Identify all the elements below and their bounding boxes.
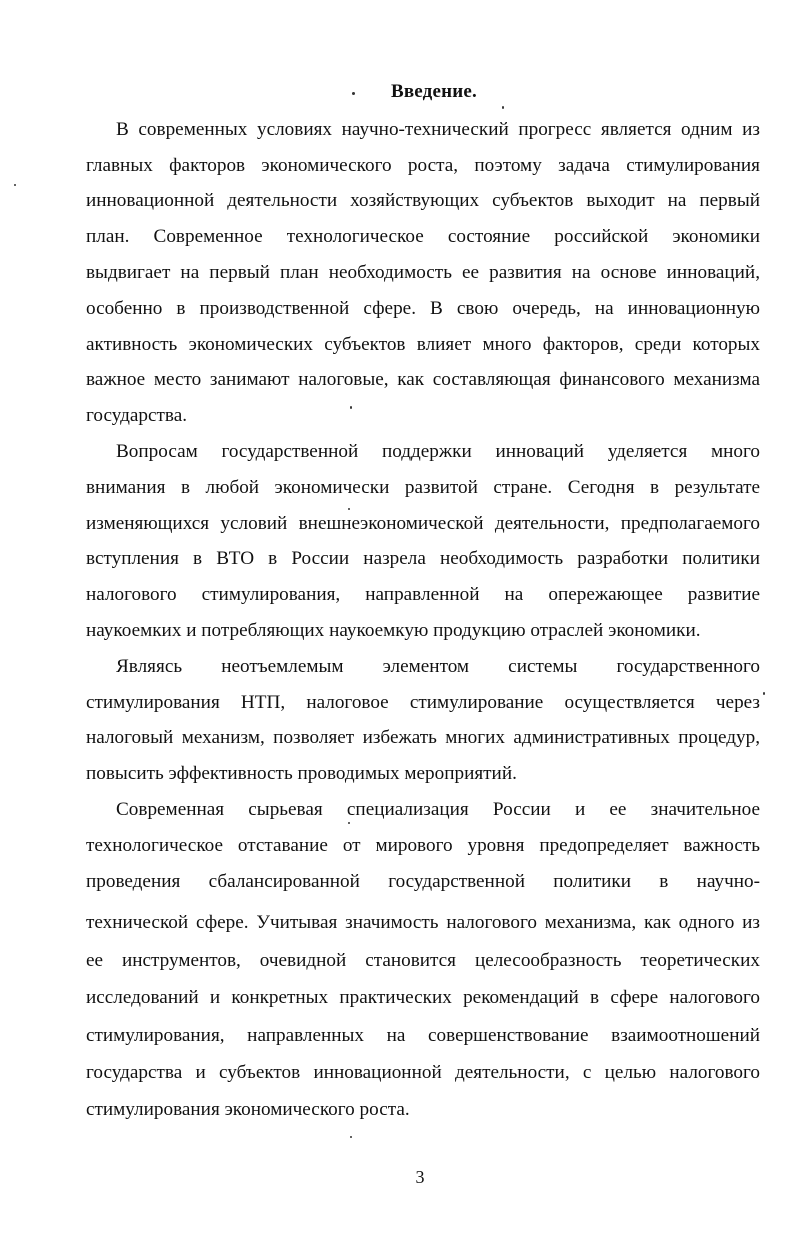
text-line: повысить эффективность проводимых мероприятий. <box>86 763 517 784</box>
text-line: исследований и конкретных практических рекомендаций в сфере налогового <box>86 987 760 1008</box>
text-line: государства и субъектов инновационной деятельности, с целью налогового <box>86 1062 760 1083</box>
scan-speck <box>348 508 350 510</box>
text-line: налогового стимулирования, направленной на опережающее развитие <box>86 584 760 605</box>
text-line: государства. <box>86 405 188 426</box>
scan-speck <box>350 406 352 409</box>
scan-speck <box>14 184 16 186</box>
text-line: стимулирования, направленных на совершенствование взаимоотношений <box>86 1025 760 1046</box>
text-line: ее инструментов, очевидной становится целесообразность теоретических <box>86 950 760 971</box>
text-line: главных факторов экономического роста, поэтому задача стимулирования <box>86 155 760 176</box>
text-line: стимулирования экономического роста. <box>86 1099 410 1120</box>
text-line: В современных условиях научно-технический прогресс является одним из <box>116 119 760 140</box>
text-line: налоговый механизм, позволяет избежать многих административных процедур, <box>86 727 760 748</box>
text-line: технологическое отставание от мирового уровня предопределяет важность <box>86 835 760 856</box>
text-line: выдвигает на первый план необходимость ее развития на основе инноваций, <box>86 262 760 283</box>
scan-speck <box>763 692 765 695</box>
page-number: 3 <box>415 1167 425 1187</box>
text-line: наукоемких и потребляющих наукоемкую продукцию отраслей экономики. <box>86 620 701 641</box>
text-line: Современная сырьевая специализация России и ее значительное <box>116 799 760 820</box>
text-line: инновационной деятельности хозяйствующих субъектов выходит на первый <box>86 190 760 211</box>
text-line: Являясь неотъемлемым элементом системы государственного <box>116 656 760 677</box>
text-line: Вопросам государственной поддержки инноваций уделяется много <box>116 441 760 462</box>
text-line: проведения сбалансированной государственной политики в научно- <box>86 871 760 892</box>
text-line: стимулирования НТП, налоговое стимулирование осуществляется через <box>86 692 760 713</box>
text-line: активность экономических субъектов влияет много факторов, среди которых <box>86 334 760 355</box>
text-line: особенно в производственной сфере. В свою очередь, на инновационную <box>86 298 760 319</box>
text-line: вступления в ВТО в России назрела необходимость разработки политики <box>86 548 760 569</box>
scan-speck <box>352 92 355 95</box>
text-line: план. Современное технологическое состояние российской экономики <box>86 226 760 247</box>
scan-speck <box>502 106 504 109</box>
scan-speck <box>348 822 350 824</box>
text-line: технической сфере. Учитывая значимость налогового механизма, как одного из <box>86 912 760 933</box>
text-line: изменяющихся условий внешнеэкономической деятельности, предполагаемого <box>86 513 760 534</box>
text-line: важное место занимают налоговые, как составляющая финансового механизма <box>86 369 760 390</box>
text-line: внимания в любой экономически развитой стране. Сегодня в результате <box>86 477 760 498</box>
scan-speck <box>350 1136 352 1138</box>
page-title: Введение. <box>390 81 478 102</box>
